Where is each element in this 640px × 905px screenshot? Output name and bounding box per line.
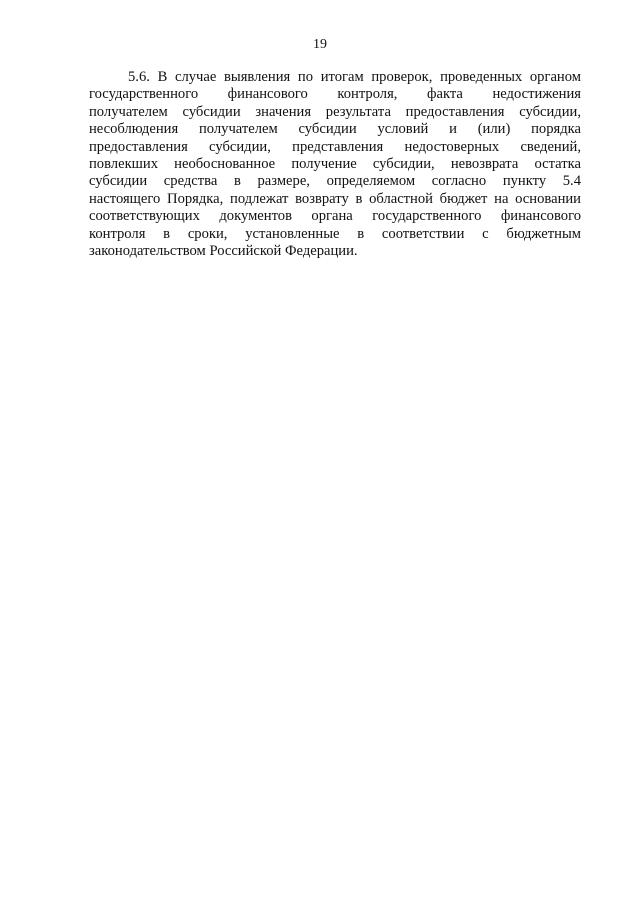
paragraph-line: настоящего Порядка, подлежат возврату в областной бюджет на основании — [89, 190, 581, 207]
paragraph-line: контроля в сроки, установленные в соответствии с бюджетным — [89, 225, 581, 242]
paragraph-line: несоблюдения получателем субсидии условий и (или) порядка — [89, 121, 581, 138]
paragraph-line: получателем субсидии значения результата предоставления субсидии, — [89, 103, 581, 120]
paragraph-line: государственного финансового контроля, факта недостижения — [89, 86, 581, 103]
paragraph-line: 5.6. В случае выявления по итогам проверок, проведенных органом — [128, 69, 581, 85]
paragraph-line: повлекших необоснованное получение субсидии, невозврата остатка — [89, 156, 581, 173]
paragraph-line: субсидии средства в размере, определяемом согласно пункту 5.4 — [89, 173, 581, 190]
paragraph-5-6 — [89, 69, 581, 260]
paragraph-line: законодательством Российской Федерации. — [89, 243, 358, 260]
paragraph-line: соответствующих документов органа государственного финансового — [89, 208, 581, 225]
page-number: 19 — [313, 37, 327, 52]
paragraph-line: предоставления субсидии, представления недостоверных сведений, — [89, 138, 581, 155]
